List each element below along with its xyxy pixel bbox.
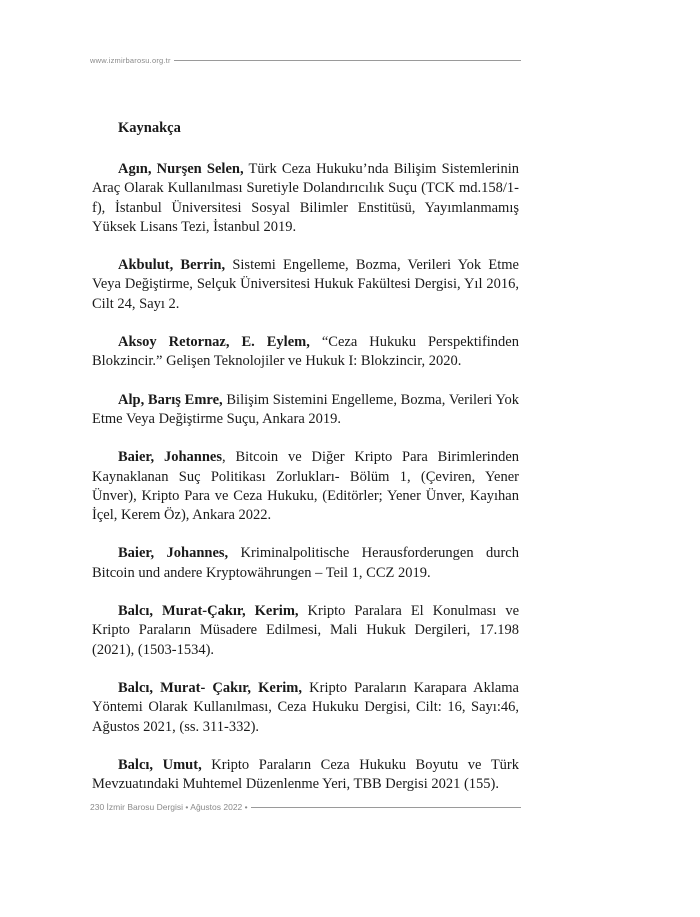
reference-author: Agın, Nurşen Selen, <box>118 161 244 177</box>
reference-text: Türk Ceza Hukuku’nda Bilişim Sistemlerinin Araç Olarak Kullanılması Suretiyle Dolandırıcılık Suçu (TCK md.158/1-f), İstanbul Üniversitesi Sosyal Bilimler Enstitüsü, Yayımlanmamış Yüksek Lisans Tezi, İstanbul 2019. <box>92 161 519 235</box>
header-divider <box>174 60 521 61</box>
reference-text: Kripto Paralara El Konulması ve Kripto Paraların Müsadere Edilmesi, Mali Hukuk Dergileri, 17.198 (2021), (1503-1534). <box>92 603 519 658</box>
main-content <box>92 118 519 813</box>
reference-text: Kriminalpolitische Herausforderungen durch Bitcoin und andere Kryptowährungen – Teil 1, CCZ 2019. <box>92 545 519 581</box>
page-header <box>90 53 521 67</box>
reference-item <box>92 391 519 430</box>
reference-item <box>92 544 519 583</box>
reference-author: Balcı, Murat- Çakır, Kerim, <box>118 679 302 696</box>
reference-author: Balcı, Umut, <box>118 756 202 773</box>
reference-item <box>92 679 519 737</box>
reference-author: Akbulut, Berrin, <box>118 257 226 274</box>
reference-item <box>92 602 519 660</box>
reference-author: Alp, Barış Emre, <box>118 391 223 408</box>
reference-item <box>92 256 519 314</box>
section-title: Kaynakça <box>118 120 181 136</box>
reference-item <box>92 333 519 372</box>
reference-text: Kripto Paraların Karapara Aklama Yöntemi Olarak Kullanılması, Ceza Hukuku Dergisi, Cilt: 16, Sayı:46, Ağustos 2021, (ss. 311-332). <box>92 679 519 735</box>
reference-author: Balcı, Murat-Çakır, Kerim, <box>118 603 299 620</box>
footer-divider <box>251 807 521 808</box>
reference-author: Baier, Johannes, <box>118 545 229 562</box>
reference-item <box>92 756 519 795</box>
reference-author: Aksoy Retornaz, E. Eylem, <box>118 334 310 351</box>
reference-text: , Bitcoin ve Diğer Kripto Para Birimlerinden Kaynaklanan Suç Politikası Zorlukları- Bölüm 1, (Çeviren, Yener Ünver), Kripto Para ve Ceza Hukuku, (Editörler; Yener Ünver, Kayıhan İçel, Kerem Öz), Ankara 2022. <box>92 449 520 524</box>
reference-item <box>92 160 519 237</box>
reference-text: Kripto Paraların Ceza Hukuku Boyutu ve Türk Mevzuatındaki Muhtemel Düzenlenme Yeri, TBB Dergisi 2021 (155). <box>92 756 520 793</box>
header-url: www.izmirbarosu.org.tr <box>90 55 171 65</box>
reference-text: Sistemi Engelleme, Bozma, Verileri Yok Etme Veya Değiştirme, Selçuk Üniversitesi Hukuk Fakültesi Dergisi, Yıl 2016, Cilt 24, Sayı 2. <box>92 257 519 312</box>
reference-text: “Ceza Hukuku Perspektifinden Blokzincir.” Gelişen Teknolojiler ve Hukuk I: Blokzincir, 2020. <box>92 334 519 370</box>
footer-page-info: 230 İzmir Barosu Dergisi • Ağustos 2022 • <box>90 802 248 812</box>
reference-item <box>92 448 519 525</box>
reference-author: Baier, Johannes <box>118 449 222 466</box>
reference-text: Bilişim Sistemini Engelleme, Bozma, Verileri Yok Etme Veya Değiştirme Suçu, Ankara 2019. <box>92 391 520 427</box>
page-footer <box>90 800 521 814</box>
